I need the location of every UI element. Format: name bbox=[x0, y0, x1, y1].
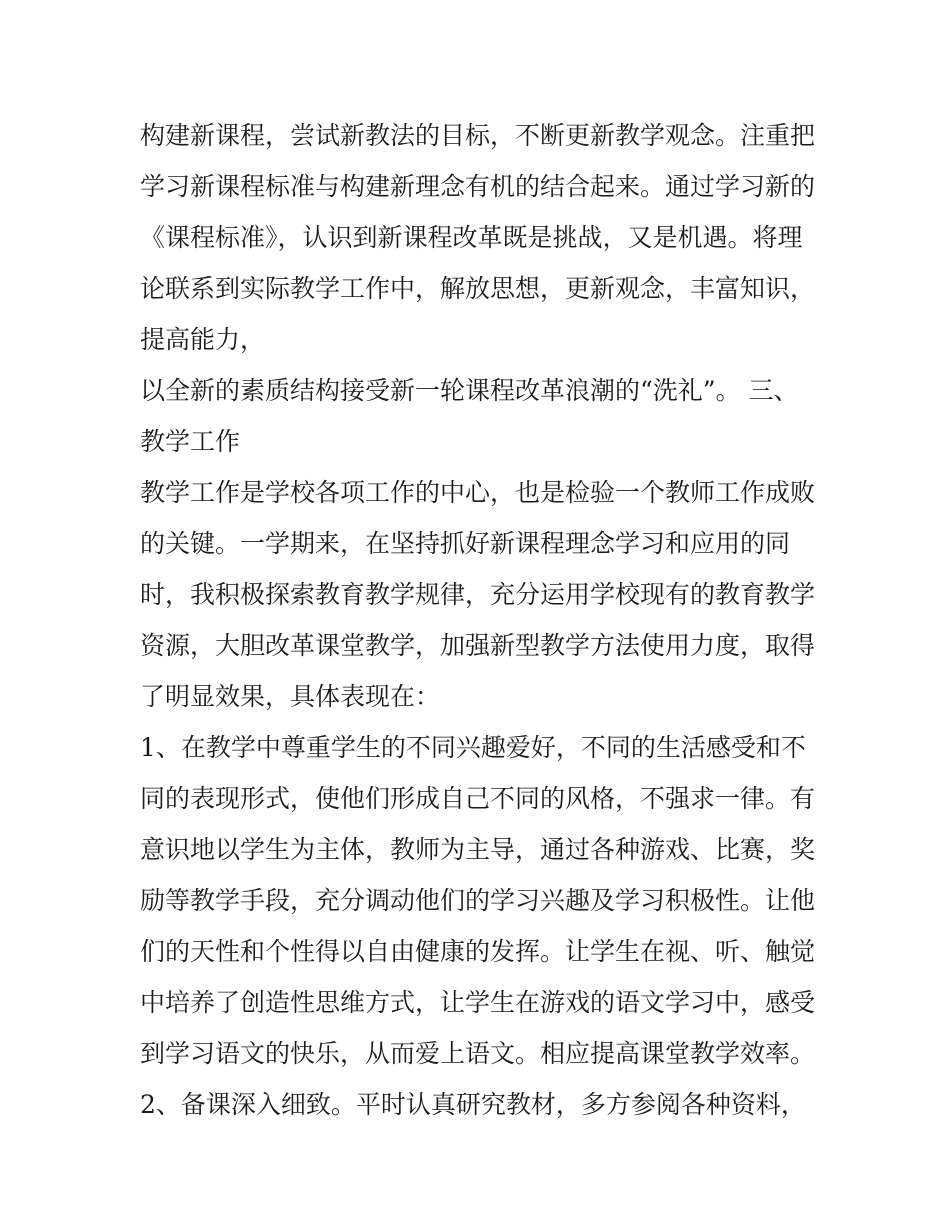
text-line: 时，我积极探索教育教学规律，充分运用学校现有的教育教学 bbox=[140, 580, 816, 609]
text-line: 论联系到实际教学工作中，解放思想，更新观念，丰富知识， bbox=[140, 274, 816, 303]
text-line: 励等教学手段，充分调动他们的学习兴趣及学习积极性。让他 bbox=[140, 886, 816, 915]
text-line: 中培养了创造性思维方式，让学生在游戏的语文学习中，感受 bbox=[140, 988, 816, 1017]
section-heading: 教学工作 bbox=[140, 427, 241, 456]
text-line: 意识地以学生为主体，教师为主导，通过各种游戏、比赛，奖 bbox=[140, 835, 816, 864]
text-line: 到学习语文的快乐，从而爱上语文。相应提高课堂教学效率。 bbox=[140, 1039, 816, 1068]
text-line: 的关键。一学期来，在坚持抓好新课程理念学习和应用的同 bbox=[140, 529, 791, 558]
text-line: 《课程标准》，认识到新课程改革既是挑战，又是机遇。将理 bbox=[140, 223, 803, 252]
text-line: 构建新课程，尝试新教法的目标，不断更新教学观念。注重把 bbox=[140, 121, 816, 150]
document-body bbox=[140, 110, 820, 1130]
text-line: 了明显效果，具体表现在： bbox=[140, 682, 441, 711]
text-line: 教学工作是学校各项工作的中心，也是检验一个教师工作成败 bbox=[140, 478, 816, 507]
text-line: 学习新课程标准与构建新理念有机的结合起来。通过学习新的 bbox=[140, 172, 816, 201]
list-item-1: 1、在教学中尊重学生的不同兴趣爱好，不同的生活感受和不 bbox=[140, 733, 806, 762]
list-item-2: 2、备课深入细致。平时认真研究教材，多方参阅各种资料， bbox=[140, 1090, 806, 1119]
text-line: 提高能力， bbox=[140, 325, 266, 354]
text-line: 资源，大胆改革课堂教学，加强新型教学方法使用力度，取得 bbox=[140, 631, 816, 660]
text-line: 以全新的素质结构接受新一轮课程改革浪潮的“洗礼”。 三、 bbox=[140, 376, 799, 405]
text-line: 们的天性和个性得以自由健康的发挥。让学生在视、听、触觉 bbox=[140, 937, 816, 966]
text-line: 同的表现形式，使他们形成自己不同的风格，不强求一律。有 bbox=[140, 784, 816, 813]
